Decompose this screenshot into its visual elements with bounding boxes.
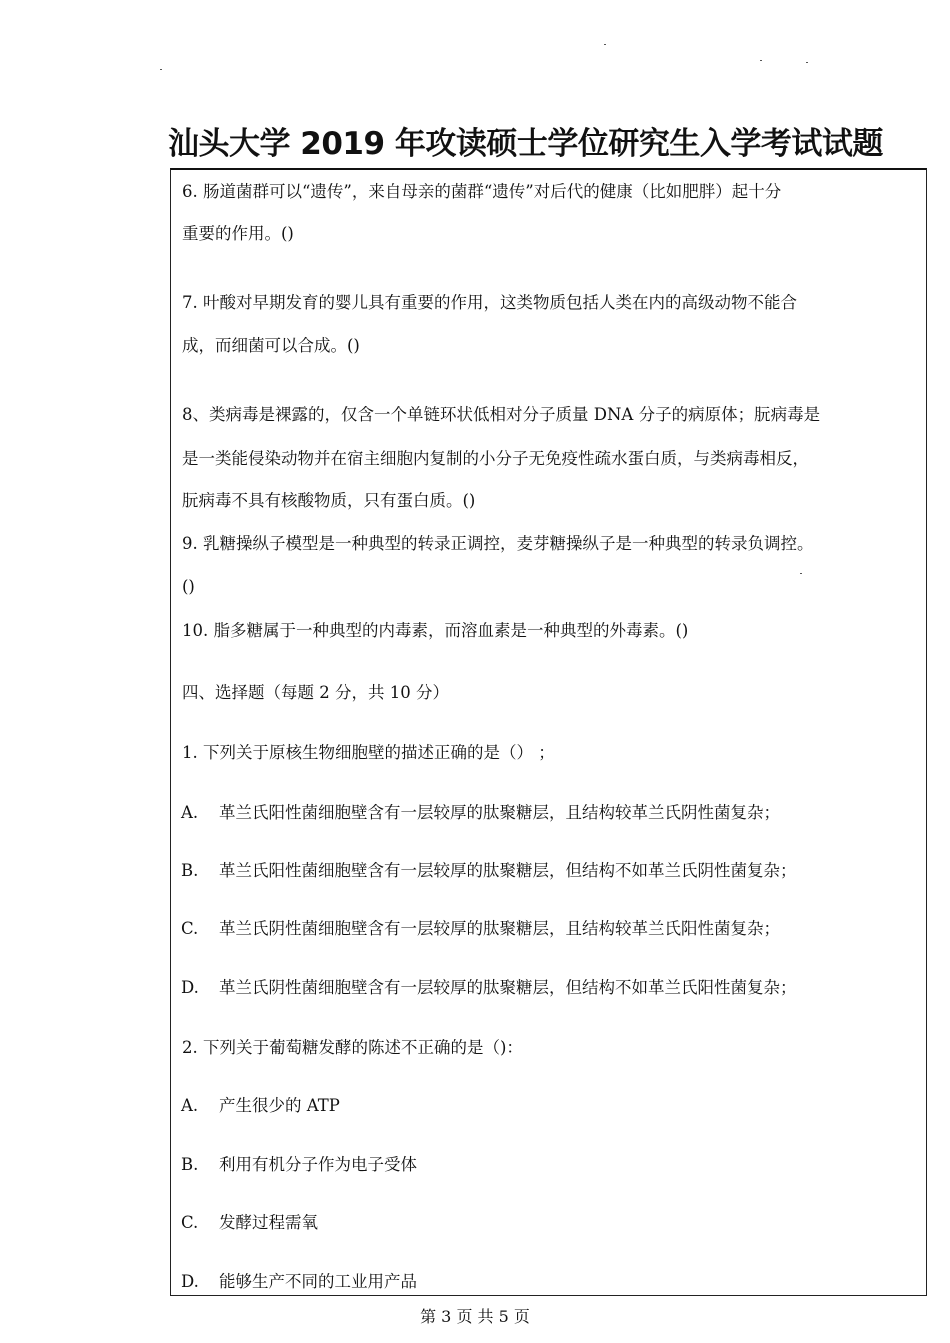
choice-question-2-stem: 2. 下列关于葡萄糖发酵的陈述不正确的是（)： bbox=[182, 1038, 523, 1057]
scan-speck bbox=[604, 44, 606, 45]
option-text: 利用有机分子作为电子受体 bbox=[219, 1155, 417, 1174]
option-letter: D. bbox=[181, 1272, 199, 1291]
option-letter: C. bbox=[181, 1213, 199, 1232]
question-7-line-1: 7. 叶酸对早期发育的婴儿具有重要的作用，这类物质包括人类在内的高级动物不能合 bbox=[182, 293, 797, 312]
option-letter: B. bbox=[181, 861, 199, 880]
option-text: 产生很少的 ATP bbox=[219, 1096, 340, 1115]
choice-1-option-c bbox=[181, 917, 780, 941]
scan-speck bbox=[806, 62, 808, 63]
option-letter: C. bbox=[181, 919, 199, 938]
question-8-line-3: 朊病毒不具有核酸物质，只有蛋白质。() bbox=[182, 491, 476, 510]
question-7-line-2: 成，而细菌可以合成。() bbox=[182, 336, 360, 355]
question-9-line-2: () bbox=[182, 577, 195, 596]
exam-title: 汕头大学 2019 年攻读硕士学位研究生入学考试试题 bbox=[168, 126, 883, 162]
scan-speck bbox=[160, 69, 162, 70]
option-letter: A. bbox=[181, 1096, 199, 1115]
page-number: 第 3 页 共 5 页 bbox=[420, 1307, 530, 1326]
choice-question-1-stem: 1. 下列关于原核生物细胞壁的描述正确的是（） ； bbox=[182, 743, 555, 762]
question-6-line-1: 6. 肠道菌群可以“遗传”，来自母亲的菌群“遗传”对后代的健康（比如肥胖）起十分 bbox=[182, 182, 782, 201]
question-8-line-1: 8、类病毒是裸露的，仅含一个单链环状低相对分子质量 DNA 分子的病原体；朊病毒是 bbox=[182, 405, 821, 424]
question-6-line-2: 重要的作用。() bbox=[182, 224, 294, 243]
question-10-line-1: 10. 脂多糖属于一种典型的内毒素，而溶血素是一种典型的外毒素。() bbox=[182, 621, 689, 640]
option-text: 发酵过程需氧 bbox=[219, 1213, 318, 1232]
option-text: 革兰氏阳性菌细胞壁含有一层较厚的肽聚糖层，且结构较革兰氏阴性菌复杂； bbox=[219, 803, 780, 822]
option-letter: D. bbox=[181, 978, 199, 997]
scan-speck bbox=[760, 60, 762, 61]
choice-2-option-d bbox=[181, 1270, 417, 1294]
option-letter: B. bbox=[181, 1155, 199, 1174]
choice-1-option-a bbox=[181, 801, 780, 825]
option-letter: A. bbox=[181, 803, 199, 822]
option-text: 革兰氏阴性菌细胞壁含有一层较厚的肽聚糖层，且结构较革兰氏阳性菌复杂； bbox=[219, 919, 780, 938]
choice-1-option-b bbox=[181, 859, 797, 883]
choice-2-option-c bbox=[181, 1211, 318, 1235]
question-9-line-1: 9. 乳糖操纵子模型是一种典型的转录正调控，麦芽糖操纵子是一种典型的转录负调控。 bbox=[182, 534, 814, 553]
choice-2-option-a bbox=[181, 1094, 340, 1118]
choice-2-option-b bbox=[181, 1153, 417, 1177]
section-heading: 四、选择题（每题 2 分，共 10 分） bbox=[182, 683, 449, 702]
option-text: 革兰氏阴性菌细胞壁含有一层较厚的肽聚糖层，但结构不如革兰氏阳性菌复杂； bbox=[219, 978, 797, 997]
option-text: 革兰氏阳性菌细胞壁含有一层较厚的肽聚糖层，但结构不如革兰氏阴性菌复杂； bbox=[219, 861, 797, 880]
question-8-line-2: 是一类能侵染动物并在宿主细胞内复制的小分子无免疫性疏水蛋白质，与类病毒相反， bbox=[182, 449, 809, 468]
option-text: 能够生产不同的工业用产品 bbox=[219, 1272, 417, 1291]
scan-speck bbox=[800, 573, 802, 574]
choice-1-option-d bbox=[181, 976, 797, 1000]
